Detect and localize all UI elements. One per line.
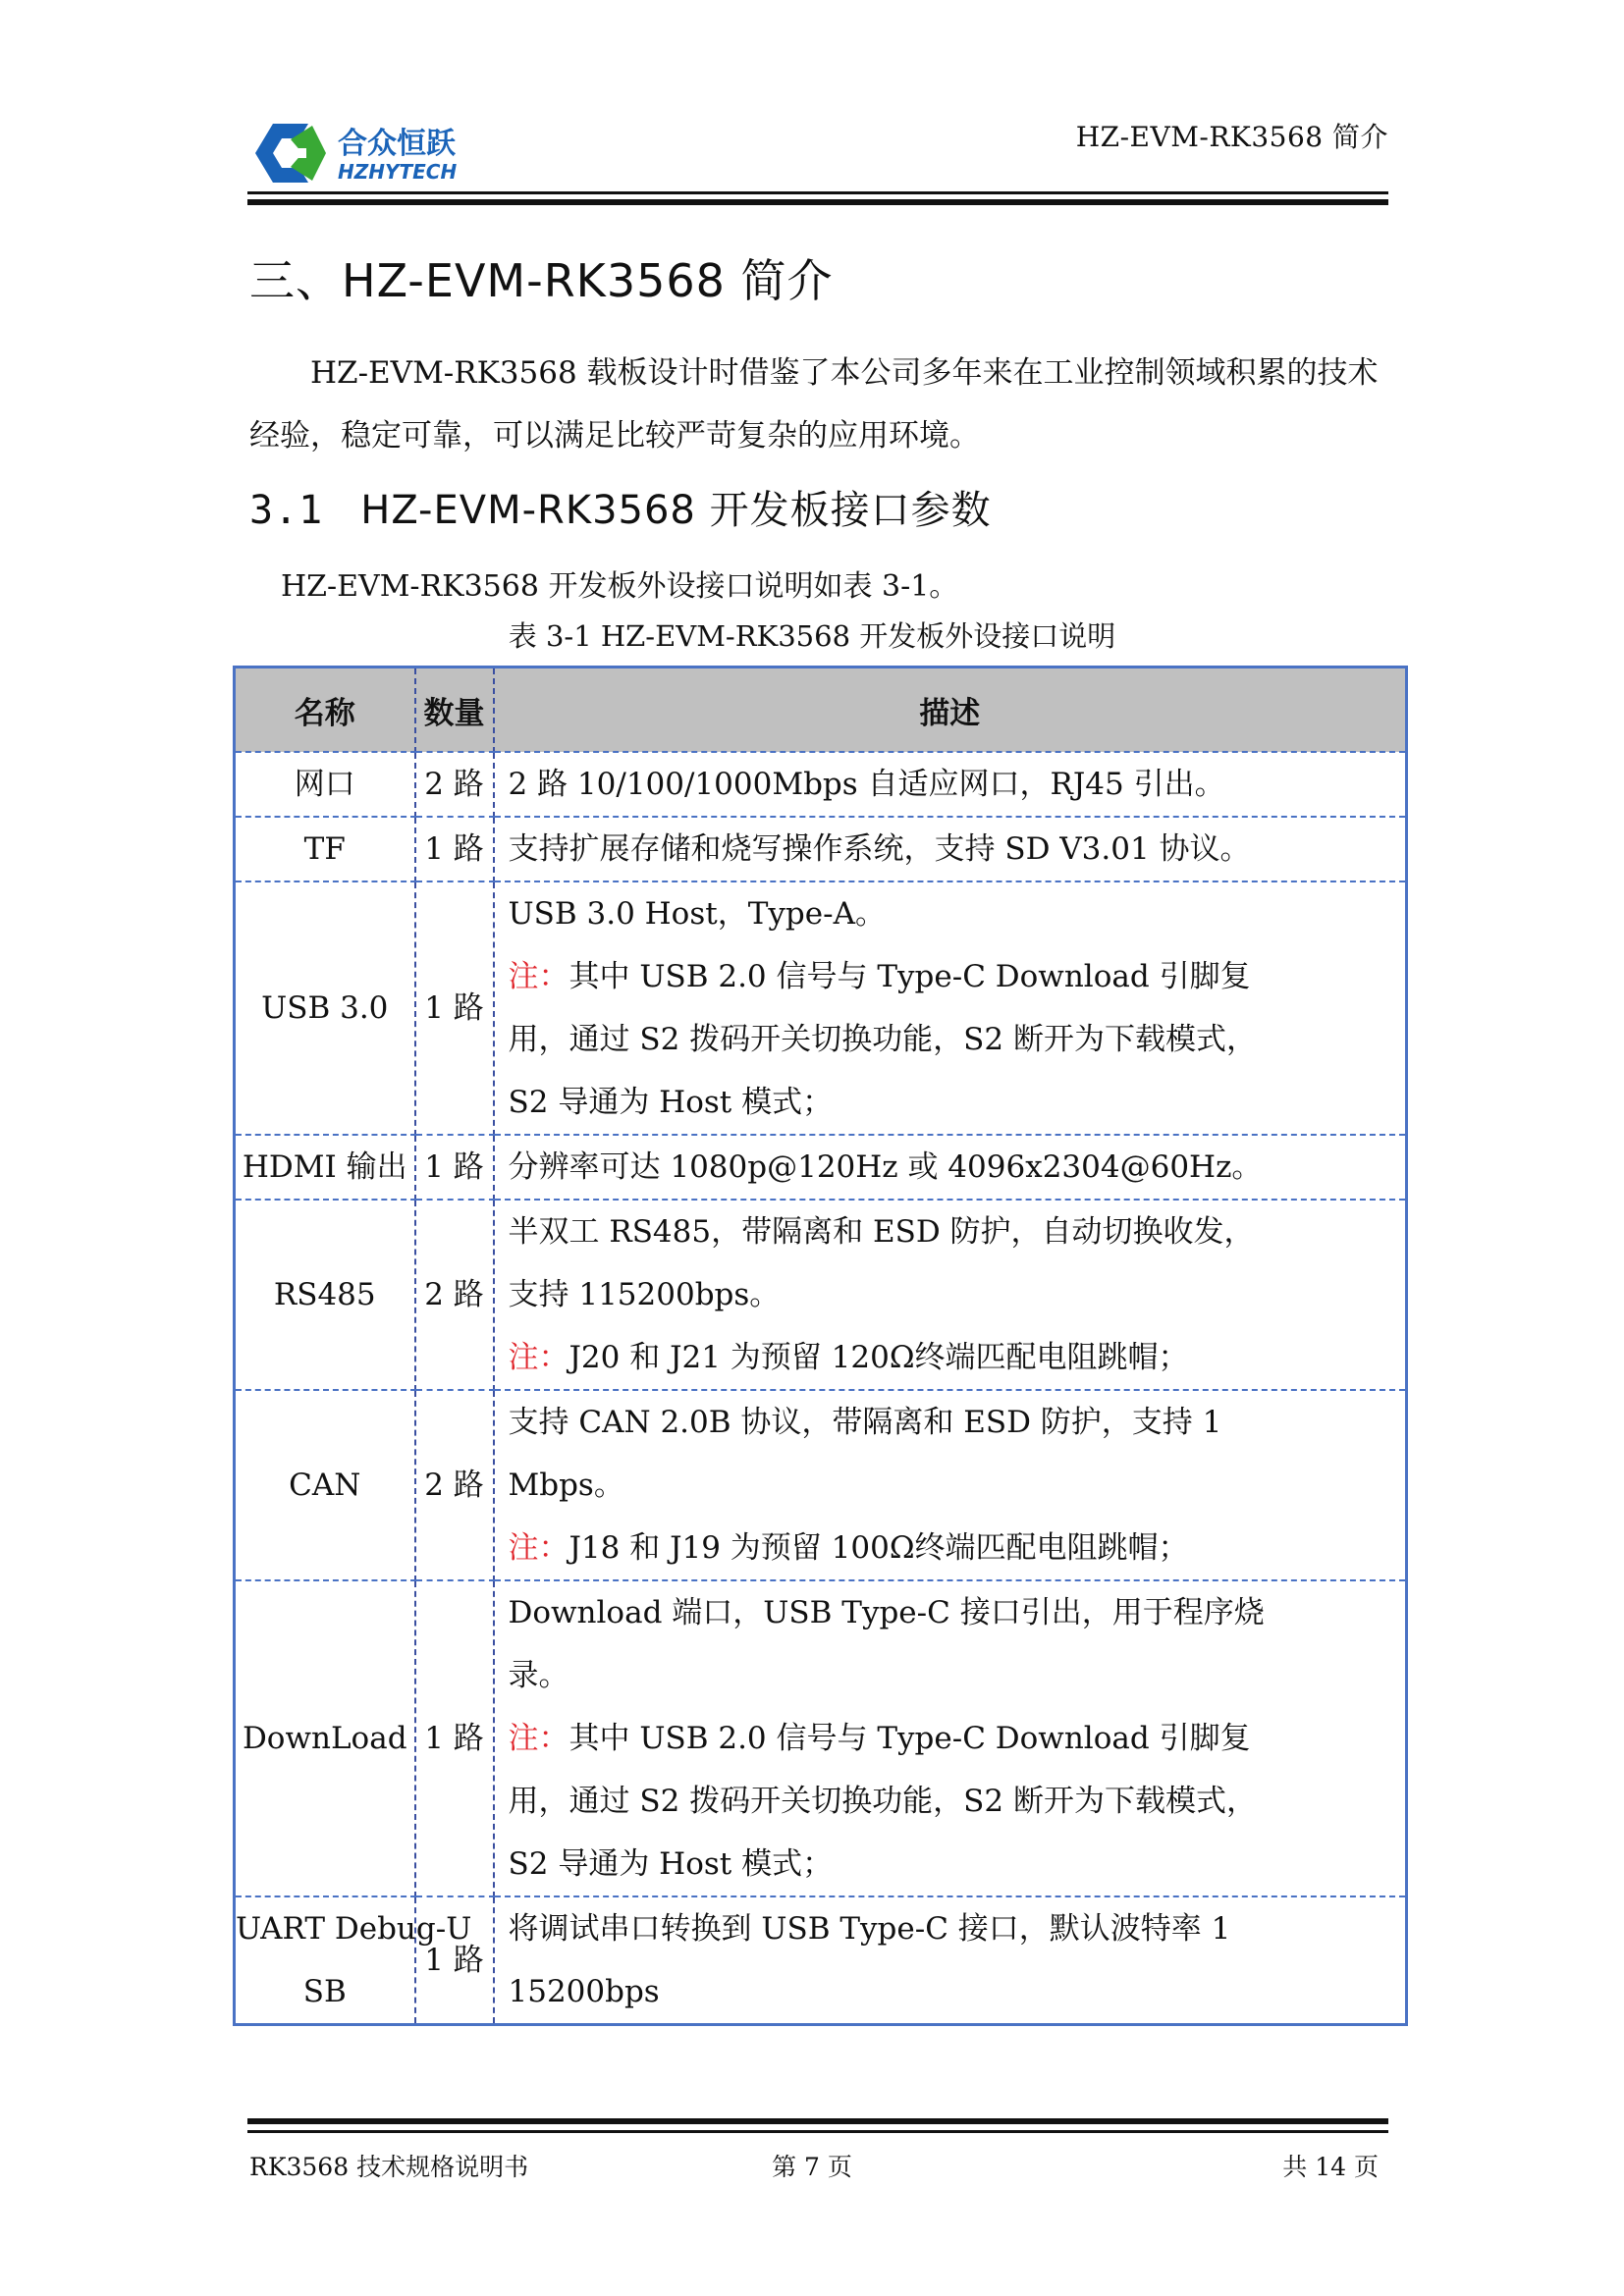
cell-description: [494, 817, 1407, 881]
description-line: [509, 1707, 1396, 1770]
table-row: [235, 881, 1407, 1135]
description-line: [509, 1644, 1396, 1707]
description-line: [509, 945, 1396, 1008]
description-text: J18 和 J19 为预留 100Ω终端匹配电阻跳帽；: [568, 1530, 1189, 1566]
footer-page-number: 第 7 页: [772, 2153, 852, 2181]
cell-name-line: RS485: [273, 1277, 376, 1312]
table-caption: 表 3-1 HZ-EVM-RK3568 开发板外设接口说明: [508, 619, 1116, 653]
description-text: 支持 115200bps。: [508, 1277, 781, 1312]
header-rule-thick: [247, 199, 1388, 205]
header-name: 名称: [235, 667, 415, 753]
section-paragraph: HZ-EVM-RK3568 载板设计时借鉴了本公司多年来在工业控制领域积累的技术经验，稳定可靠，可以满足比较严苛复杂的应用环境。: [249, 355, 1379, 454]
description-text: J20 和 J21 为预留 120Ω终端匹配电阻跳帽；: [568, 1340, 1189, 1375]
description-line: [509, 1581, 1396, 1644]
table-row: [235, 752, 1407, 817]
description-line: [509, 818, 1396, 881]
description-line: [509, 1201, 1396, 1263]
cell-name-line: CAN: [289, 1468, 361, 1503]
description-line: [509, 1263, 1396, 1326]
cell-description: [494, 1135, 1407, 1200]
subsection-number: 3.1: [249, 488, 324, 533]
description-line: [509, 1517, 1396, 1579]
logo-en-text: HZHYTECH: [338, 160, 458, 184]
description-text: 将调试串口转换到 USB Type-C 接口，默认波特率 1: [508, 1911, 1231, 1947]
description-text: 分辨率可达 1080p@120Hz 或 4096x2304@60Hz。: [508, 1149, 1263, 1185]
cell-name-line: TF: [303, 831, 346, 867]
description-text: 半双工 RS485，带隔离和 ESD 防护，自动切换收发，: [508, 1214, 1255, 1250]
description-text: S2 导通为 Host 模式；: [508, 1846, 834, 1882]
cell-name: [235, 881, 415, 1135]
table-row: [235, 1580, 1407, 1896]
cell-count: 1 路: [415, 1135, 494, 1200]
description-line: [509, 1770, 1396, 1833]
table-row: [235, 1896, 1407, 2025]
cell-description: [494, 881, 1407, 1135]
description-text: 支持 CAN 2.0B 协议，带隔离和 ESD 防护，支持 1: [508, 1405, 1222, 1440]
logo-cn-text: 合众恒跃: [338, 127, 456, 161]
description-line: [509, 882, 1396, 945]
cell-name-line: SB: [302, 1974, 347, 2009]
cell-name: [235, 1390, 415, 1580]
description-line: [509, 1897, 1396, 1960]
header-description: 描述: [494, 667, 1407, 753]
subsection-title: HZ-EVM-RK3568 开发板接口参数: [360, 488, 992, 533]
section-title: 三、HZ-EVM-RK3568 简介: [249, 254, 834, 307]
cell-count: 1 路: [415, 817, 494, 881]
description-text: 其中 USB 2.0 信号与 Type-C Download 引脚复: [568, 959, 1251, 994]
description-text: 用，通过 S2 拨码开关切换功能，S2 断开为下载模式，: [508, 1022, 1257, 1057]
footer-doc-name: RK3568 技术规格说明书: [249, 2153, 529, 2181]
table-header-row: [235, 667, 1407, 753]
note-label: 注：: [508, 1340, 569, 1375]
cell-name: [235, 1200, 415, 1390]
note-label: 注：: [508, 1721, 569, 1756]
description-text: 用，通过 S2 拨码开关切换功能，S2 断开为下载模式，: [508, 1784, 1257, 1819]
subsection-heading: [249, 479, 992, 535]
description-text: 支持扩展存储和烧写操作系统，支持 SD V3.01 协议。: [508, 831, 1251, 867]
description-text: 2 路 10/100/1000Mbps 自适应网口，RJ45 引出。: [508, 767, 1225, 802]
description-text: Download 端口，USB Type-C 接口引出，用于程序烧: [508, 1595, 1265, 1630]
description-text: 其中 USB 2.0 信号与 Type-C Download 引脚复: [568, 1721, 1251, 1756]
cell-name-line: 网口: [294, 767, 355, 802]
header-count: 数量: [415, 667, 494, 753]
cell-count: 1 路: [415, 1580, 494, 1896]
company-logo: [251, 118, 487, 188]
cell-name: [235, 1580, 415, 1896]
cell-count: 2 路: [415, 752, 494, 817]
header-doc-title: HZ-EVM-RK3568 简介: [1075, 121, 1388, 153]
cell-name-line: HDMI 输出: [242, 1149, 407, 1185]
description-line: [509, 1008, 1396, 1071]
table-row: [235, 1200, 1407, 1390]
description-text: 15200bps: [508, 1974, 660, 2009]
description-text: S2 导通为 Host 模式；: [508, 1085, 834, 1120]
cell-name-line: UART Debug-U: [236, 1911, 472, 1947]
cell-name-line: DownLoad: [242, 1721, 407, 1756]
cell-description: [494, 752, 1407, 817]
table-row: [235, 817, 1407, 881]
cell-name-line: USB 3.0: [261, 990, 389, 1026]
table-row: [235, 1390, 1407, 1580]
footer-total-pages: 共 14 页: [1282, 2153, 1379, 2181]
cell-description: [494, 1580, 1407, 1896]
logo-mark-icon: [251, 118, 487, 188]
description-line: [509, 1454, 1396, 1517]
cell-name: [235, 817, 415, 881]
description-line: [509, 1960, 1396, 2023]
description-line: [509, 1326, 1396, 1389]
footer-rule-thick: [247, 2118, 1388, 2124]
interface-spec-table: [233, 666, 1408, 2026]
cell-count: 2 路: [415, 1390, 494, 1580]
description-line: [509, 1833, 1396, 1896]
description-text: Mbps。: [508, 1468, 624, 1503]
note-label: 注：: [508, 959, 569, 994]
description-line: [509, 1136, 1396, 1199]
description-line: [509, 1071, 1396, 1134]
description-line: [509, 1391, 1396, 1454]
cell-description: [494, 1390, 1407, 1580]
cell-description: [494, 1200, 1407, 1390]
cell-count: 1 路: [415, 881, 494, 1135]
footer-rule-thin: [247, 2130, 1388, 2133]
description-text: USB 3.0 Host，Type-A。: [508, 896, 886, 932]
cell-description: [494, 1896, 1407, 2025]
cell-name: [235, 1135, 415, 1200]
cell-count: 1 路: [415, 1896, 494, 2025]
cell-count: 2 路: [415, 1200, 494, 1390]
description-text: 录。: [508, 1658, 569, 1693]
table-row: [235, 1135, 1407, 1200]
note-label: 注：: [508, 1530, 569, 1566]
description-line: [509, 753, 1396, 816]
table-intro: HZ-EVM-RK3568 开发板外设接口说明如表 3-1。: [281, 569, 959, 604]
cell-name: [235, 752, 415, 817]
header-rule-thin: [247, 191, 1388, 194]
